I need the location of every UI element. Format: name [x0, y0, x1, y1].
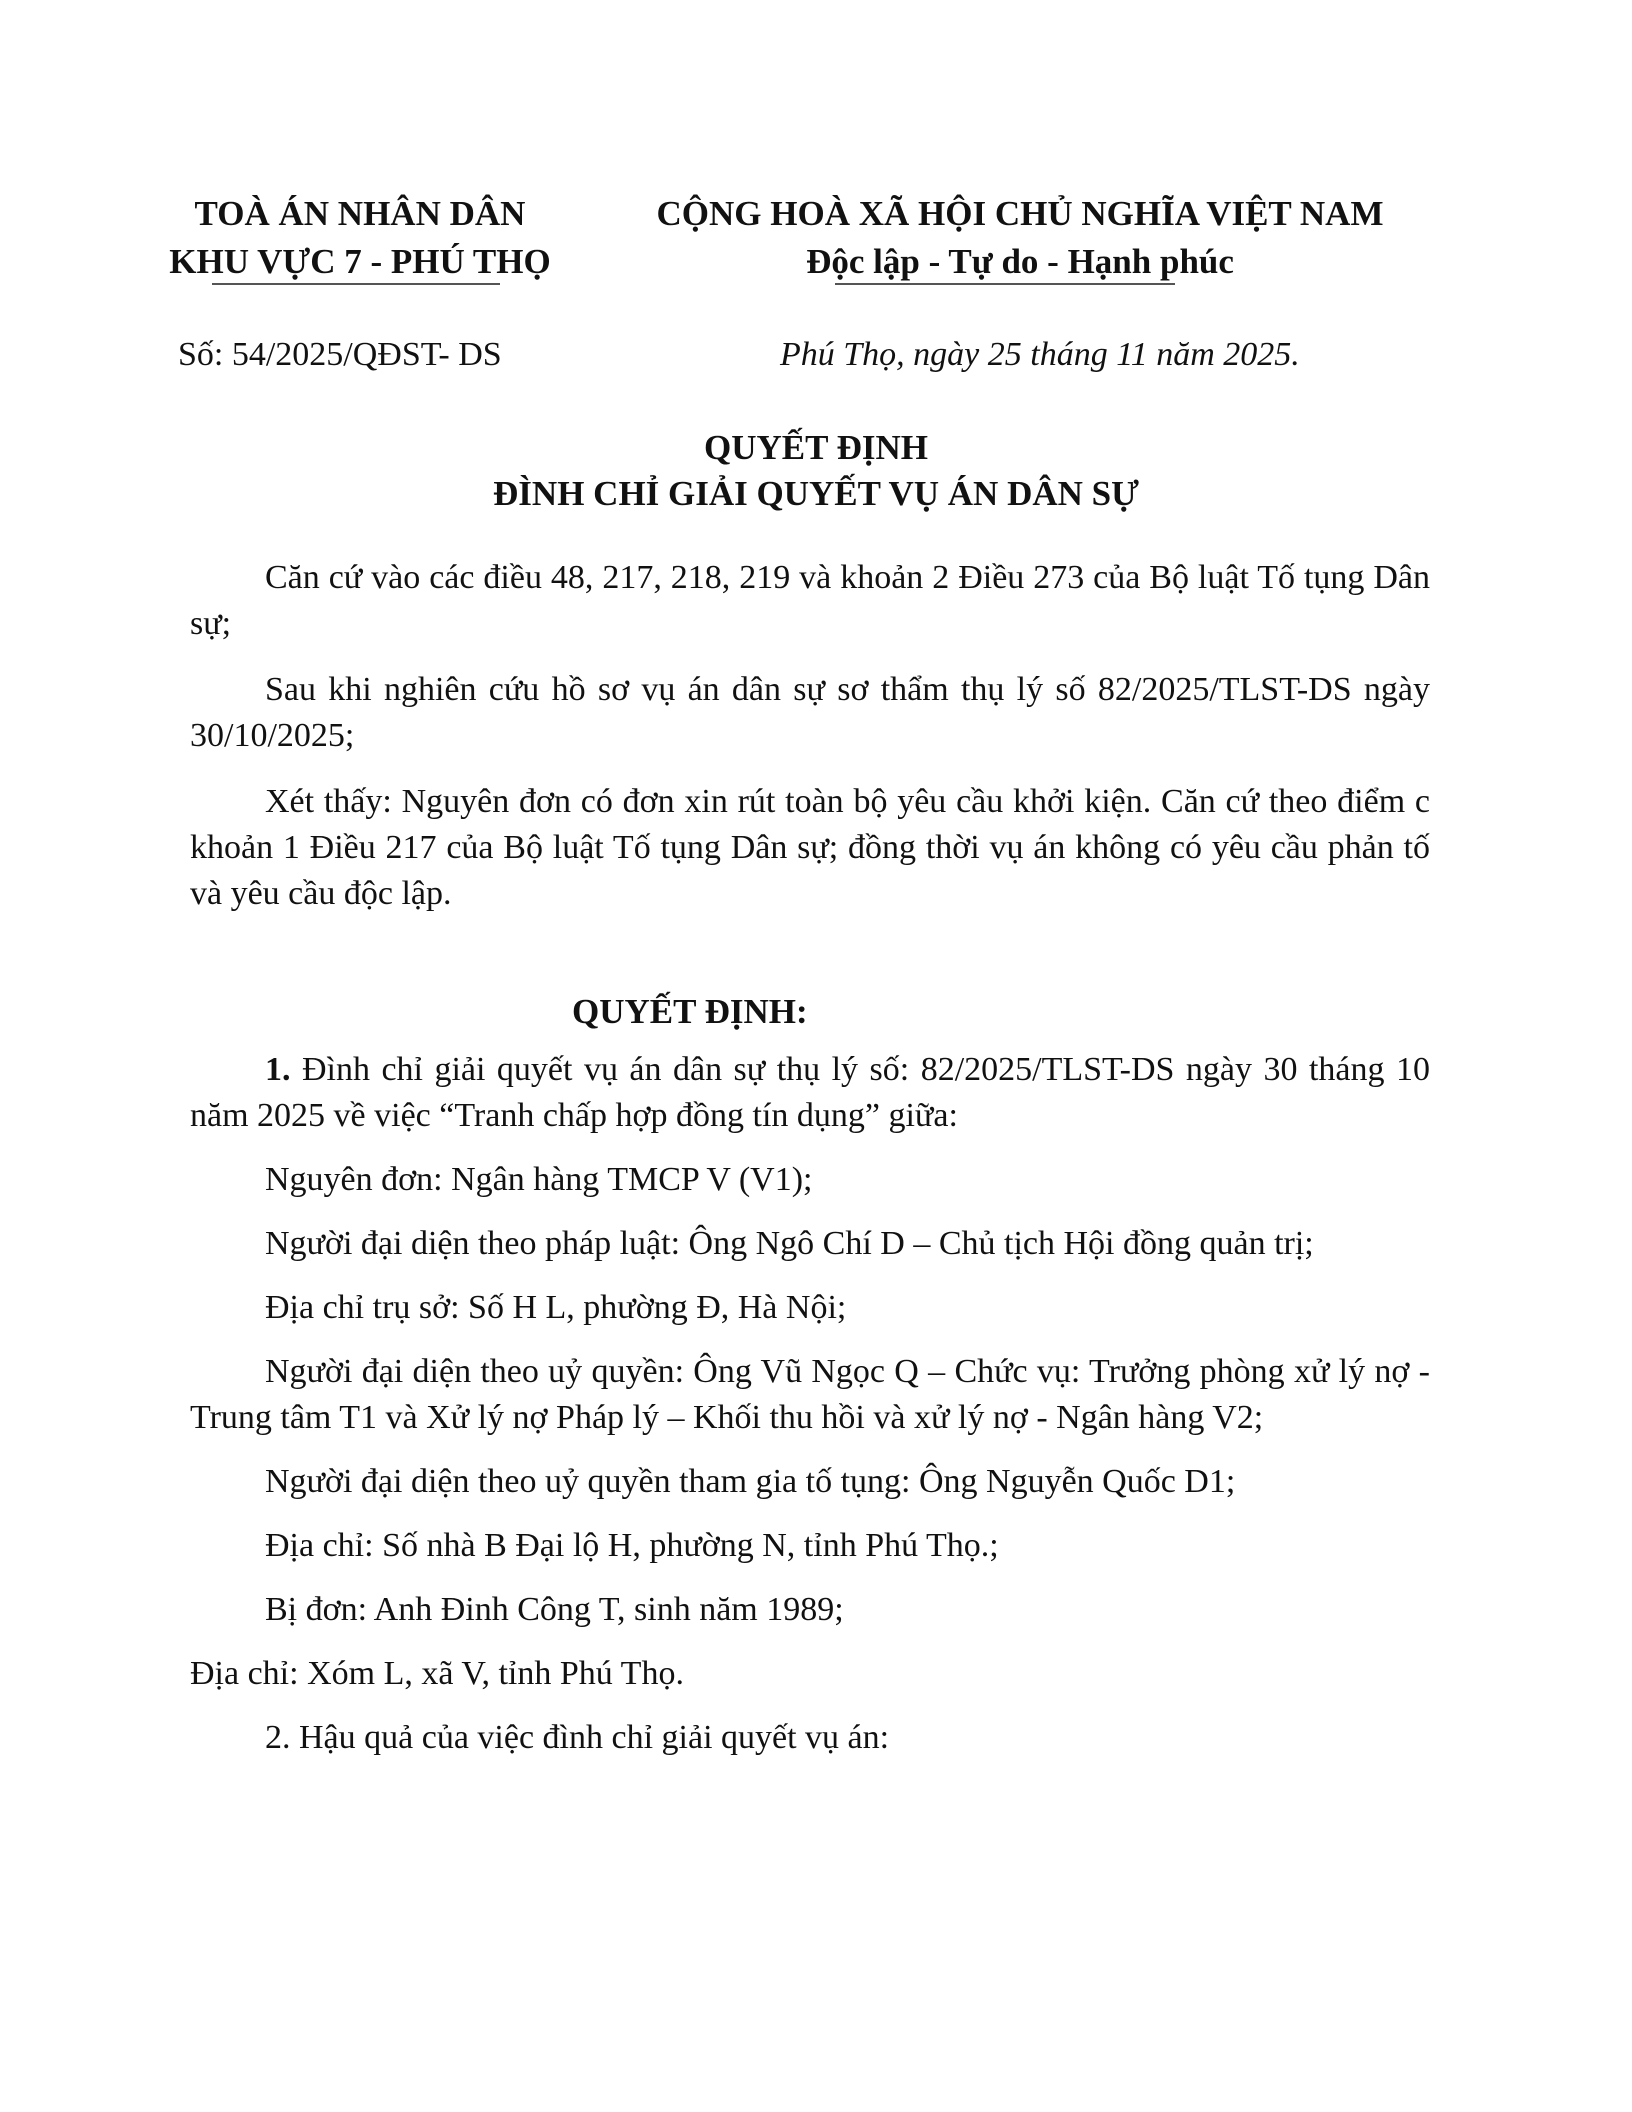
decision-item-1 — [190, 1047, 1430, 1139]
document-title — [0, 425, 1632, 517]
title-line2: ĐÌNH CHỈ GIẢI QUYẾT VỤ ÁN DÂN SỰ — [493, 474, 1139, 513]
litigation-representative-address: Địa chỉ: Số nhà B Đại lộ H, phường N, tỉnh Phú Thọ.; — [265, 1527, 999, 1564]
authorized-representative: Người đại diện theo uỷ quyền: Ông Vũ Ngọc Q – Chức vụ: Trưởng phòng xử lý nợ - Trung tâm T1 và Xử lý nợ Pháp lý – Khối thu hồi và xử lý nợ - Ngân hàng V2; — [190, 1353, 1430, 1436]
defendant-address: Địa chỉ: Xóm L, xã V, tỉnh Phú Thọ. — [190, 1655, 684, 1692]
title-line1: QUYẾT ĐỊNH — [704, 428, 928, 467]
head-office-address: Địa chỉ trụ sở: Số H L, phường Đ, Hà Nội; — [265, 1289, 847, 1326]
document-body — [190, 555, 1430, 1779]
court-header — [150, 190, 570, 286]
defendant: Bị đơn: Anh Đinh Công T, sinh năm 1989; — [265, 1591, 844, 1628]
court-header-underline — [212, 283, 500, 285]
litigation-representative: Người đại diện theo uỷ quyền tham gia tố tụng: Ông Nguyễn Quốc D1; — [265, 1463, 1236, 1500]
court-name-line2: KHU VỰC 7 - PHÚ THỌ — [169, 242, 551, 281]
nation-name: CỘNG HOÀ XÃ HỘI CHỦ NGHĨA VIỆT NAM — [656, 194, 1384, 233]
decision-item-1-number: 1. — [265, 1051, 291, 1088]
plaintiff: Nguyên đơn: Ngân hàng TMCP V (V1); — [265, 1161, 813, 1198]
nation-motto: Độc lập - Tự do - Hạnh phúc — [806, 242, 1234, 281]
nation-header — [620, 190, 1420, 286]
preamble-legal-basis: Căn cứ vào các điều 48, 217, 218, 219 và khoản 2 Điều 273 của Bộ luật Tố tụng Dân sự; — [190, 559, 1430, 642]
preamble-findings: Xét thấy: Nguyên đơn có đơn xin rút toàn bộ yêu cầu khởi kiện. Căn cứ theo điểm c khoản 1 Điều 217 của Bộ luật Tố tụng Dân sự; đồng thời vụ án không có yêu cầu phản tố và yêu cầu độc lập. — [190, 783, 1430, 912]
decision-heading: QUYẾT ĐỊNH: — [572, 992, 808, 1031]
preamble-case-review: Sau khi nghiên cứu hồ sơ vụ án dân sự sơ thẩm thụ lý số 82/2025/TLST-DS ngày 30/10/2025; — [190, 671, 1430, 754]
nation-motto-underline — [835, 283, 1175, 285]
decision-item-1-text: Đình chỉ giải quyết vụ án dân sự thụ lý số: 82/2025/TLST-DS ngày 30 tháng 10 năm 2025 về việc “Tranh chấp hợp đồng tín dụng” giữa: — [190, 1051, 1430, 1134]
place-date: Phú Thọ, ngày 25 tháng 11 năm 2025. — [780, 336, 1300, 373]
decision-item-2: 2. Hậu quả của việc đình chỉ giải quyết vụ án: — [265, 1719, 890, 1756]
legal-representative: Người đại diện theo pháp luật: Ông Ngô Chí D – Chủ tịch Hội đồng quản trị; — [265, 1225, 1314, 1262]
decision-number: Số: 54/2025/QĐST- DS — [178, 336, 502, 373]
court-name-line1: TOÀ ÁN NHÂN DÂN — [194, 194, 526, 233]
